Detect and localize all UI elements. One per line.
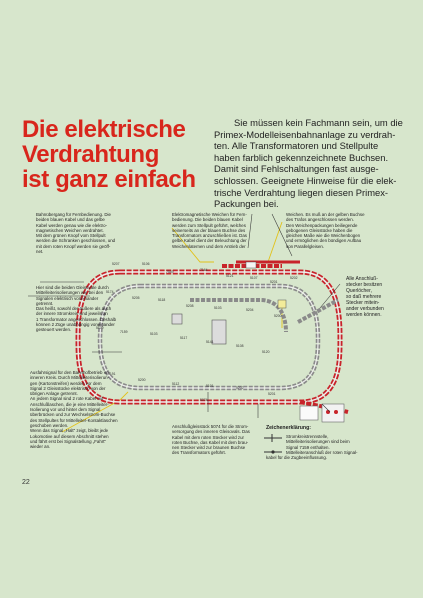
track-label: 5204 (246, 308, 254, 312)
track-label: 5208 (186, 304, 194, 308)
note-line: Mit dem grünen Knopf vom Stellpult (36, 233, 106, 239)
intro-line: Sie müssen kein Fachmann sein, um die (234, 117, 403, 128)
note-line: 1 Transformator angeschlossen. Deshalb (36, 316, 117, 322)
note-line: Das heißt, sowohl der äußere als auch (36, 306, 112, 312)
track-label: 5121 (226, 274, 234, 278)
note-line: seinerseits an der blauen Buchse des (172, 227, 246, 233)
note-line: stecker besitzen (346, 282, 383, 288)
legend-text (286, 434, 396, 450)
track-label: 5201 (268, 392, 276, 396)
track-label: 5101 (206, 384, 214, 388)
note-feeder-track (172, 424, 276, 456)
note-line: Mittelleiterisolierungen wie bei den (36, 290, 104, 296)
track-label: 5202 (236, 386, 244, 390)
note-line: versorgung des inneren Gleisovals. Das (172, 429, 250, 435)
note-line: von Parallelgleisen. (286, 243, 325, 249)
track-label: 5200 (274, 314, 282, 318)
note-line: wieder an. (30, 444, 51, 450)
note-line: Weichen. Es muß an der gelben Buchse (286, 212, 365, 217)
note-line: Signal 2 Gleisstücke elektrisch von der (30, 385, 106, 391)
note-line: des Stellpultes für Mittelleiter-Kontaktlaschen (30, 417, 118, 423)
track-label: 5117 (180, 336, 188, 340)
note-line: gesteuert werden. (36, 327, 72, 333)
legend-text-2 (266, 450, 396, 461)
intro-line: ten. Alle Transformatoren und Stellpulte (214, 140, 379, 152)
note-line: und ermöglichen den bündigen Aufbau (286, 238, 362, 244)
note-line: Transformators anzuschließen ist. Das (172, 233, 247, 239)
track-label: 5202 (290, 276, 298, 280)
note-line: des Transformators geführt. (172, 450, 226, 456)
track-label: 5108 (236, 344, 244, 348)
intro-line: schlossen. Geeignete Hinweise für die elek- (214, 174, 397, 186)
note-line: Anschlußgleisstück 5074 für die Strom- (172, 424, 249, 429)
legend-heading: Zeichenerklärung: (266, 425, 311, 431)
note-line: Signalen elektrisch voneinander (36, 295, 99, 301)
note-line: beiden blauen Kabel und das gelbe (36, 217, 105, 223)
note-line: nen Stecker wird zur braunen Buchse (172, 445, 246, 451)
note-line: An jedem Signal sind 2 rote Kabel mit (30, 396, 104, 402)
note-line: net. (36, 249, 44, 255)
note-line: gleichen Maße wie die Weichenbogen (286, 233, 361, 239)
note-line: bedienung. Die beiden blauen Kabel (172, 217, 243, 223)
note-line: Isolierung vor und hinter dem Signal (30, 407, 101, 413)
note-line: roten Buchse, das Kabel mit dem brau- (172, 439, 249, 445)
note-line: Weichenlaternen und dem Antrieb der (172, 243, 246, 249)
note-line: magnetischen Weichen verdrahtet. (36, 227, 104, 233)
note-line: werden können. (346, 312, 382, 318)
note-line: der innere Stromkreis sind jeweils an (36, 311, 108, 317)
note-line: Elektromagnetische Weichen für Fern- (172, 212, 247, 217)
note-line: Den Weichenpackungen beiliegende (286, 222, 358, 228)
note-line: überbrücken und zur Wechselstrom-Buchse (30, 412, 116, 418)
track-label: 5141 (206, 340, 214, 344)
note-line: gebogenen Gleisstücke haben die (286, 227, 353, 233)
intro-line: Primex-Modelleisenbahnanlage zu verdrah- (214, 128, 396, 140)
note-line: so daß mehrere (346, 294, 382, 300)
note-line: gen (Kartonstreifen) werden vor dem (30, 380, 102, 386)
note-line: ander verbunden (346, 306, 384, 312)
note-line: getrennt. (36, 300, 54, 306)
note-line: geschoben werden. (30, 422, 69, 428)
note-line: übrigen Anlage getrennt. (30, 391, 78, 397)
note-line: Querlöcher, (346, 288, 372, 294)
note-line: Alle Anschluß- (346, 276, 378, 282)
legend-item: kabel für die Zugbeeinflussung. (266, 455, 328, 461)
note-level-crossing (36, 212, 164, 254)
track-label: 5201 (270, 280, 278, 284)
note-isolation (36, 285, 126, 333)
note-line: Wenn das Signal „Halt" zeigt, bleibt jede (30, 428, 109, 434)
note-line: Lokomotive auf diesem Abschnitt stehen (30, 433, 109, 439)
note-line: des Trafos angeschlossen werden. (286, 217, 354, 223)
legend-item: Signal 7159 enthalten. (286, 444, 330, 450)
track-label: 7164 (200, 268, 208, 272)
note-line: Hier sind die beiden Gleisovale durch (36, 285, 109, 290)
note-line: werden zum Stellpult geführt, welches (172, 222, 246, 228)
track-label: 5118 (158, 298, 166, 302)
track-label: 5207 (112, 262, 120, 266)
note-line: mit dem roten Knopf werden sie geöff- (36, 243, 111, 249)
track-label: 5174 (106, 290, 114, 294)
intro-line: haben farblich gekennzeichnete Buchsen. (214, 151, 389, 163)
track-label: 7549 (166, 270, 174, 274)
track-label: 5205 (132, 296, 140, 300)
track-label: 5103 (150, 332, 158, 336)
note-line: Ausfahrsignal für den Bahnhofbetrieb im (30, 370, 109, 375)
intro-line: Packungen bei. (214, 198, 279, 210)
track-label: 5107 (250, 276, 258, 280)
note-line: Bahnübergang für Fernbedienung. Die (36, 212, 111, 217)
track-label: 7159 (120, 330, 128, 334)
title-line: Die elektrische (22, 116, 186, 143)
track-label: 5109 (96, 326, 104, 330)
track-label: 5103 (214, 306, 222, 310)
title-line: ist ganz einfach (22, 166, 196, 193)
note-line: Stecker mitein- (346, 300, 380, 306)
note-line: gelbe Kabel dient der Beleuchtung der (172, 238, 247, 244)
note-line: Anschlußlaschen, die je eine Mittelleiter- (30, 401, 109, 407)
intro-line: Damit sind Fehlschaltungen fast ausge- (214, 163, 379, 175)
note-line: können 2 Züge unabhängig voneinander (36, 322, 115, 328)
note-line: Kabel mit dem roten Stecker wird zur (172, 434, 244, 440)
intro-line: trische Verdrahtung liegen diesen Primex- (214, 186, 389, 198)
title-line: Verdrahtung (22, 141, 159, 168)
note-turnouts (172, 212, 282, 249)
note-signal (30, 370, 140, 449)
track-label: 5106 (142, 262, 150, 266)
track-label: 5112 (172, 382, 180, 386)
track-label: 5120 (262, 350, 270, 354)
track-label: 5191 (108, 372, 116, 376)
track-label: 5200 (138, 378, 146, 382)
legend-item: Stromkreistrennstelle, (286, 434, 329, 439)
note-line: Kabel werden genau wie die elektro- (36, 222, 108, 228)
note-line: und fährt erst bei Signalstellung „Fahrt" (30, 438, 106, 444)
legend-item: Mittelleiteranschluß der roten Signal- (286, 450, 358, 455)
note-curved-tracks (286, 212, 398, 249)
track-label: 5074 (200, 398, 208, 402)
note-plugs (346, 276, 402, 318)
page-number: 22 (22, 479, 30, 486)
note-line: inneren Kreis. Durch Mittelleiterisolierun- (30, 375, 110, 381)
legend-item: Mittelleiterisolierungen sind beim (286, 439, 350, 445)
note-line: werden die Schranken geschlossen, und (36, 238, 116, 244)
